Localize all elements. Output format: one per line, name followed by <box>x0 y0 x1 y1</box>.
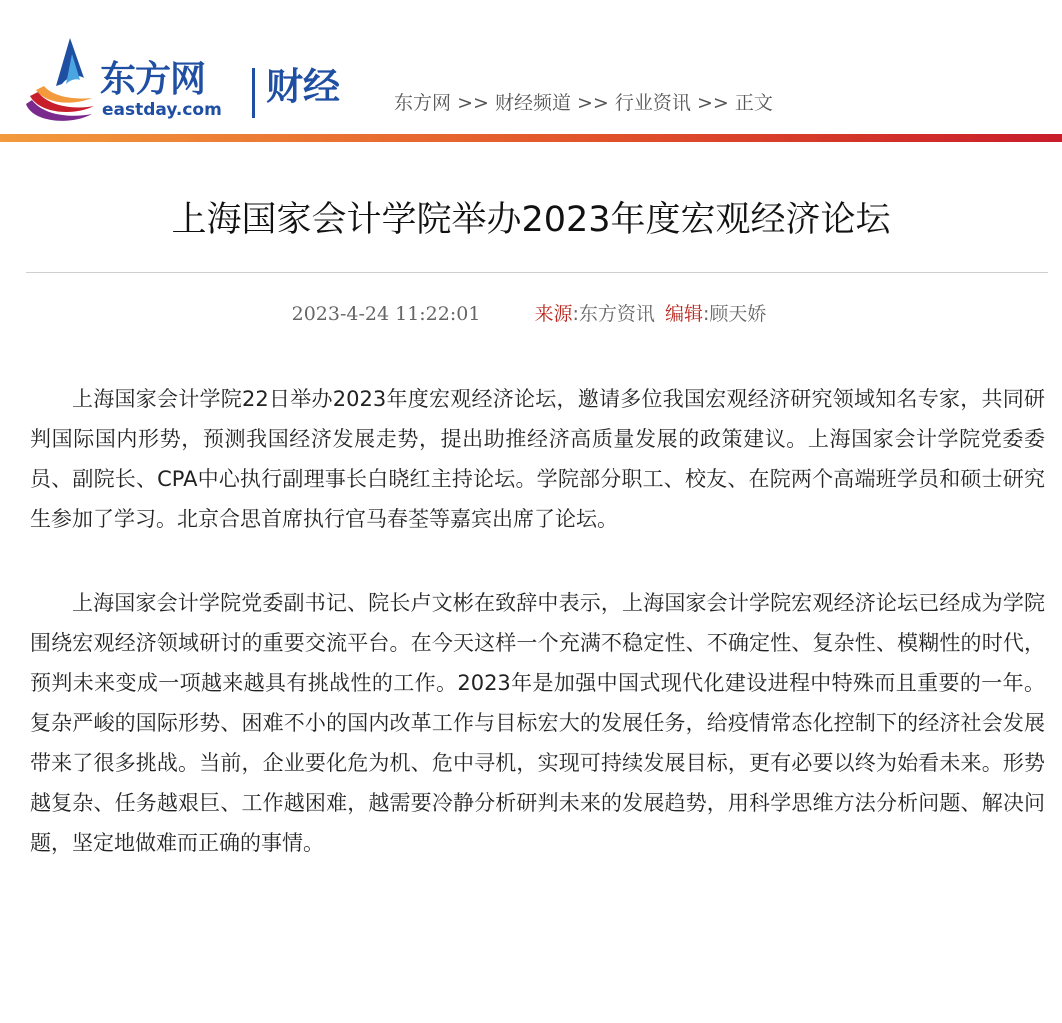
breadcrumb-finance-link[interactable]: 财经频道 <box>494 92 571 114</box>
title-divider <box>26 272 1048 273</box>
article-title: 上海国家会计学院举办2023年度宏观经济论坛 <box>171 200 891 240</box>
breadcrumb-current: 正文 <box>734 92 773 114</box>
article-body <box>30 379 1045 907</box>
article-meta <box>0 300 1062 328</box>
logo-divider <box>252 68 255 118</box>
breadcrumb-separator: >> <box>577 92 609 114</box>
editor-label: 编辑 <box>664 303 703 325</box>
site-logo[interactable] <box>22 34 362 124</box>
source-value: :东方资讯 <box>572 303 655 325</box>
eastday-logo-icon <box>22 34 102 124</box>
site-header <box>0 0 1062 134</box>
article-paragraph: 上海国家会计学院22日举办2023年度宏观经济论坛，邀请多位我国宏观经济研究领域知名专家，共同研判国际国内形势，预测我国经济发展走势，提出助推经济高质量发展的政策建议。上海国家会计学院党委委员、副院长、CPA中心执行副理事长白晓红主持论坛。学院部分职工、校友、在院两个高端班学员和硕士研究生参加了学习。北京合思首席执行官马春荃等嘉宾出席了论坛。 <box>30 387 1045 531</box>
source-label: 来源 <box>534 303 573 325</box>
breadcrumb-separator: >> <box>457 92 489 114</box>
editor-value: :顾天娇 <box>702 303 767 325</box>
logo-text-en: eastday.com <box>102 100 222 120</box>
breadcrumb-industry-link[interactable]: 行业资讯 <box>614 92 691 114</box>
breadcrumb <box>394 89 773 117</box>
header-accent-bar <box>0 134 1062 142</box>
logo-section-name: 财经 <box>266 65 340 108</box>
breadcrumb-separator: >> <box>696 92 729 114</box>
breadcrumb-home-link[interactable]: 东方网 <box>394 92 452 114</box>
logo-text-cn: 东方网 <box>100 59 206 100</box>
publish-date: 2023-4-24 11:22:01 <box>291 303 481 325</box>
article-paragraph: 上海国家会计学院党委副书记、院长卢文彬在致辞中表示，上海国家会计学院宏观经济论坛已经成为学院围绕宏观经济领域研讨的重要交流平台。在今天这样一个充满不稳定性、不确定性、复杂性、模糊性的时代，预判未来变成一项越来越具有挑战性的工作。2023年是加强中国式现代化建设进程中特殊而且重要的一年。复杂严峻的国际形势、困难不小的国内改革工作与目标宏大的发展任务，给疫情常态化控制下的经济社会发展带来了很多挑战。当前，企业要化危为机、危中寻机，实现可持续发展目标，更有必要以终为始看未来。形势越复杂、任务越艰巨、工作越困难，越需要冷静分析研判未来的发展趋势，用科学思维方法分析问题、解决问题，坚定地做难而正确的事情。 <box>30 591 1045 855</box>
